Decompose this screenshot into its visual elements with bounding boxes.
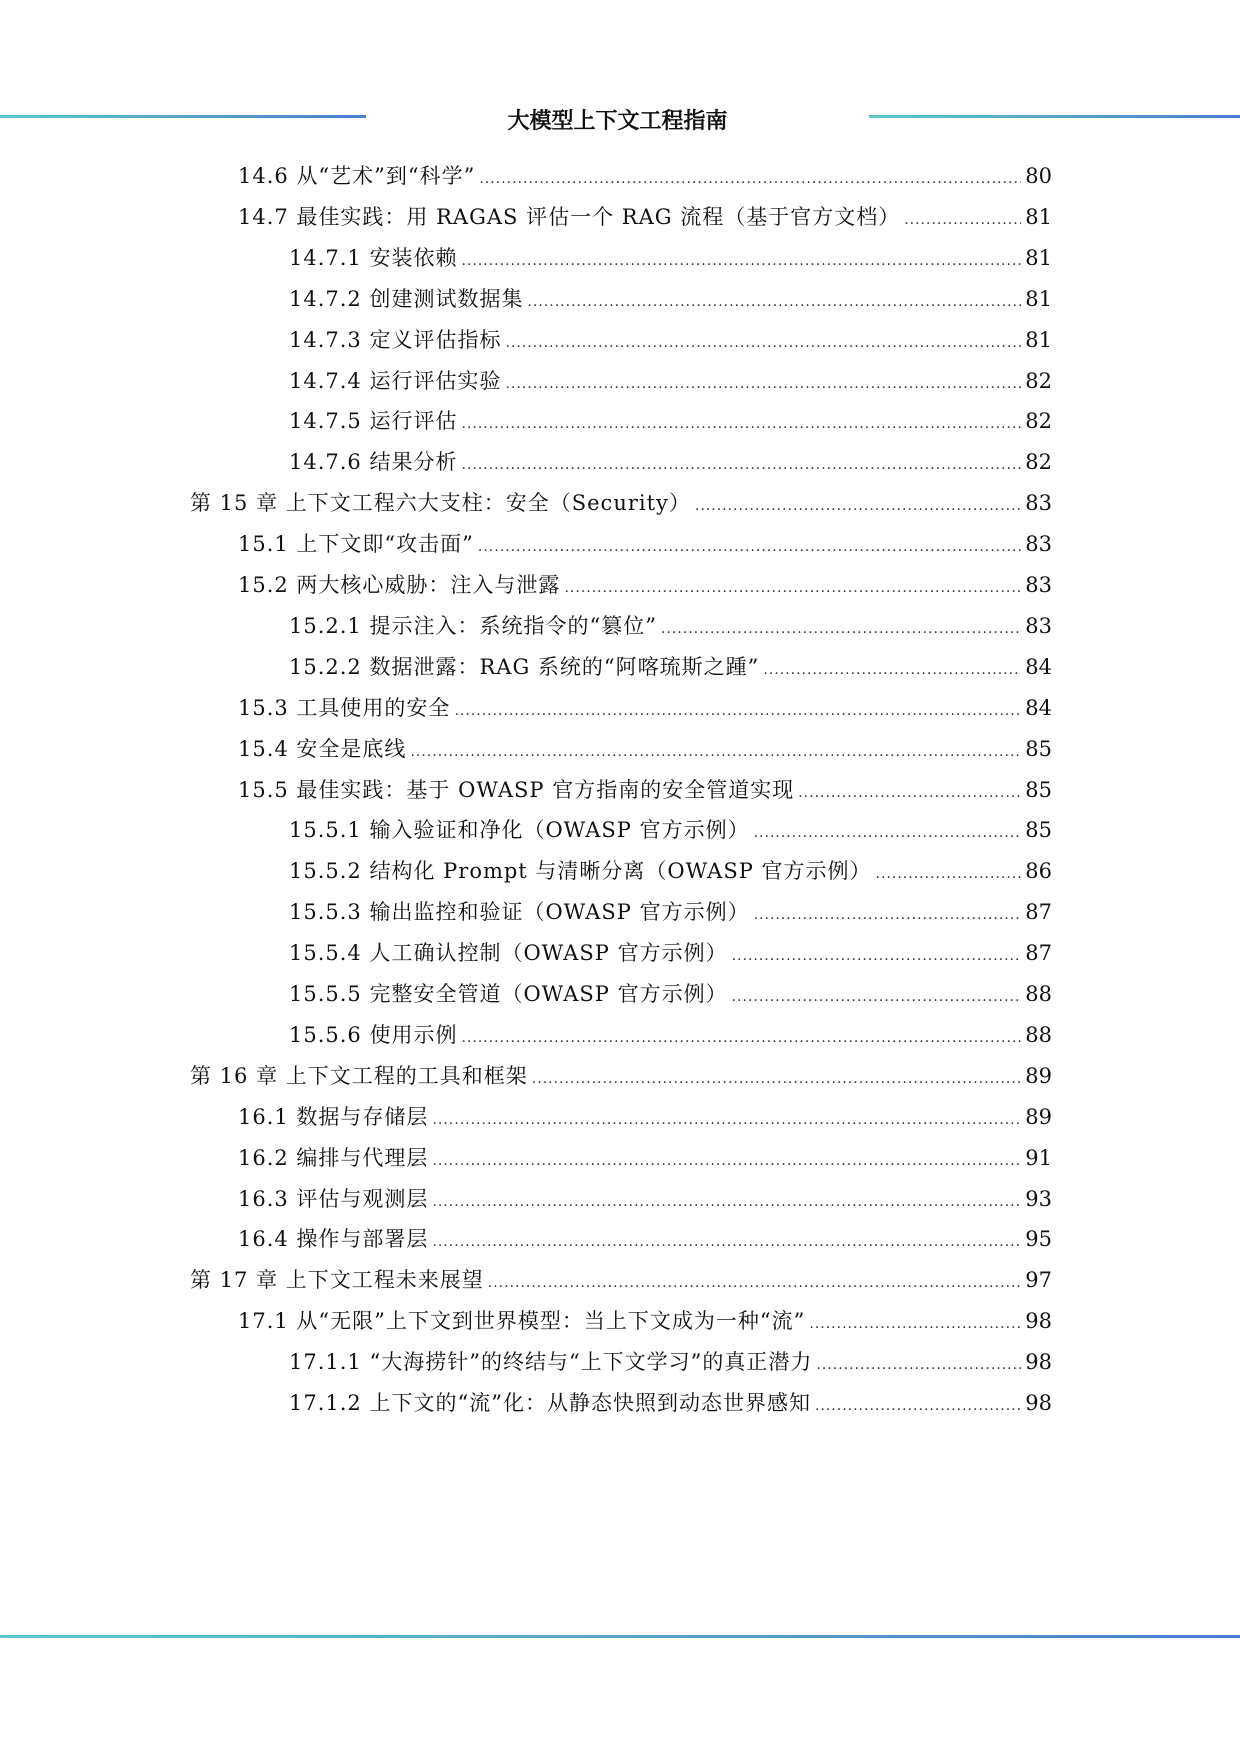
toc-entry[interactable] (238, 160, 1052, 200)
toc-entry[interactable] (238, 569, 1052, 609)
toc-entry-page: 98 (1025, 1309, 1052, 1334)
toc-entry-title: 第 15 章 上下文工程六大支柱：安全（Security） (190, 491, 691, 516)
toc-entry-title: 15.4 安全是底线 (238, 736, 407, 761)
toc-entry-title: 16.3 评估与观测层 (238, 1186, 429, 1211)
toc-leader-dots (904, 212, 1021, 228)
toc-leader-dots (461, 1030, 1021, 1046)
toc-entry[interactable] (289, 978, 1052, 1018)
toc-entry[interactable] (289, 855, 1052, 895)
toc-leader-dots (505, 335, 1021, 351)
toc-entry[interactable] (238, 692, 1052, 732)
toc-entry-title: 16.4 操作与部署层 (238, 1227, 429, 1252)
toc-entry[interactable] (238, 733, 1052, 773)
toc-entry-page: 87 (1025, 941, 1052, 966)
toc-leader-dots (754, 825, 1022, 841)
toc-entry-page: 97 (1025, 1268, 1052, 1293)
toc-entry-title: 17.1.2 上下文的“流”化：从静态快照到动态世界感知 (289, 1391, 811, 1415)
toc-leader-dots (479, 171, 1021, 187)
toc-entry-page: 98 (1025, 1391, 1052, 1415)
header-rule-left (0, 115, 366, 118)
toc-entry-page: 83 (1025, 491, 1052, 516)
toc-entry-page: 81 (1025, 286, 1052, 311)
toc-entry[interactable] (238, 1101, 1052, 1141)
toc-entry[interactable] (289, 610, 1052, 650)
toc-entry-page: 85 (1025, 736, 1052, 761)
toc-leader-dots (432, 1153, 1021, 1169)
toc-leader-dots (732, 948, 1022, 964)
toc-entry-page: 83 (1025, 573, 1052, 597)
toc-entry-page: 82 (1025, 409, 1052, 434)
toc-entry[interactable] (289, 242, 1052, 282)
toc-entry-page: 88 (1025, 1022, 1052, 1047)
toc-entry-title: 15.5.5 完整安全管道（OWASP 官方示例） (289, 982, 728, 1006)
toc-entry-title: 14.7.5 运行评估 (289, 409, 458, 434)
toc-entry[interactable] (238, 1305, 1052, 1345)
toc-leader-dots (564, 580, 1021, 596)
toc-entry[interactable] (289, 283, 1052, 323)
toc-entry-title: 15.5.1 输入验证和净化（OWASP 官方示例） (289, 818, 750, 843)
toc-entry-title: 15.5.6 使用示例 (289, 1022, 458, 1047)
toc-entry-page: 89 (1025, 1104, 1052, 1129)
toc-entry[interactable] (289, 446, 1052, 486)
toc-entry-page: 82 (1025, 368, 1052, 393)
toc-entry[interactable] (190, 1060, 1052, 1100)
toc-entry-title: 15.2.2 数据泄露：RAG 系统的“阿喀琉斯之踵” (289, 654, 760, 679)
toc-leader-dots (461, 457, 1021, 473)
toc-entry-page: 84 (1025, 695, 1052, 720)
toc-entry-page: 83 (1025, 613, 1052, 638)
toc-leader-dots (432, 1234, 1021, 1250)
toc-entry[interactable] (238, 1142, 1052, 1182)
toc-leader-dots (763, 662, 1021, 678)
toc-entry[interactable] (238, 528, 1052, 568)
toc-entry-title: 14.7 最佳实践：用 RAGAS 评估一个 RAG 流程（基于官方文档） (238, 204, 901, 229)
toc-entry-title: 16.1 数据与存储层 (238, 1104, 429, 1129)
toc-entry-page: 82 (1025, 450, 1052, 475)
page-header-title: 大模型上下文工程指南 (507, 109, 728, 134)
toc-entry[interactable] (238, 1183, 1052, 1223)
toc-entry-title: 14.7.1 安装依赖 (289, 245, 458, 270)
toc-entry-page: 84 (1025, 654, 1052, 679)
toc-entry-title: 15.5 最佳实践：基于 OWASP 官方指南的安全管道实现 (238, 777, 795, 802)
toc-entry-title: 15.2 两大核心威胁：注入与泄露 (238, 573, 561, 597)
toc-leader-dots (532, 1071, 1022, 1087)
toc-entry[interactable] (190, 1264, 1052, 1304)
toc-entry-title: 15.3 工具使用的安全 (238, 695, 451, 720)
toc-entry-title: 14.7.2 创建测试数据集 (289, 286, 524, 311)
toc-entry-title: 15.5.3 输出监控和验证（OWASP 官方示例） (289, 900, 750, 925)
toc-leader-dots (432, 1194, 1021, 1210)
toc-leader-dots (410, 744, 1021, 760)
toc-leader-dots (732, 989, 1022, 1005)
toc-entry[interactable] (238, 774, 1052, 814)
toc-entry[interactable] (289, 814, 1052, 854)
toc-leader-dots (876, 866, 1022, 882)
toc-entry[interactable] (289, 1387, 1052, 1427)
toc-entry-page: 88 (1025, 982, 1052, 1006)
toc-entry-page: 81 (1025, 204, 1052, 229)
toc-leader-dots (454, 703, 1021, 719)
toc-entry[interactable] (238, 1223, 1052, 1263)
toc-entry-title: 15.5.2 结构化 Prompt 与清晰分离（OWASP 官方示例） (289, 859, 872, 884)
toc-leader-dots (461, 416, 1021, 432)
toc-entry[interactable] (289, 1019, 1052, 1059)
toc-entry-page: 80 (1025, 164, 1052, 188)
toc-leader-dots (816, 1357, 1021, 1373)
toc-leader-dots (527, 294, 1021, 310)
toc-leader-dots (461, 253, 1021, 269)
footer-rule (0, 1635, 1240, 1638)
toc-entry-title: 14.7.3 定义评估指标 (289, 327, 502, 352)
toc-entry[interactable] (289, 405, 1052, 445)
toc-entry-title: 17.1.1 “大海捞针”的终结与“上下文学习”的真正潜力 (289, 1350, 813, 1375)
toc-entry-page: 91 (1025, 1145, 1052, 1170)
toc-leader-dots (754, 907, 1022, 923)
toc-leader-dots (505, 376, 1021, 392)
toc-leader-dots (661, 621, 1021, 637)
toc-entry[interactable] (289, 937, 1052, 977)
toc-leader-dots (798, 785, 1021, 801)
toc-entry-page: 86 (1025, 859, 1052, 884)
toc-entry[interactable] (289, 1346, 1052, 1386)
toc-leader-dots (809, 1316, 1021, 1332)
toc-entry[interactable] (289, 324, 1052, 364)
toc-entry-page: 85 (1025, 818, 1052, 843)
toc-entry[interactable] (238, 201, 1052, 241)
toc-entry-page: 81 (1025, 327, 1052, 352)
toc-entry-page: 81 (1025, 245, 1052, 270)
toc-entry-page: 87 (1025, 900, 1052, 925)
toc-entry[interactable] (289, 365, 1052, 405)
header-rule-right (869, 115, 1240, 118)
toc-entry[interactable] (289, 651, 1052, 691)
toc-entry-title: 16.2 编排与代理层 (238, 1145, 429, 1170)
toc-entry-page: 85 (1025, 777, 1052, 802)
toc-entry-title: 15.2.1 提示注入：系统指令的“篡位” (289, 613, 657, 638)
toc-entry-title: 14.7.6 结果分析 (289, 450, 458, 475)
toc-entry-page: 89 (1025, 1063, 1052, 1088)
toc-entry-title: 15.5.4 人工确认控制（OWASP 官方示例） (289, 941, 728, 966)
toc-entry-title: 第 17 章 上下文工程未来展望 (190, 1268, 484, 1293)
toc-leader-dots (695, 498, 1021, 514)
toc-entry-title: 第 16 章 上下文工程的工具和框架 (190, 1063, 528, 1088)
toc-entry-title: 14.6 从“艺术”到“科学” (238, 164, 476, 188)
toc-entry[interactable] (190, 487, 1052, 527)
toc-leader-dots (432, 1112, 1021, 1128)
toc-entry[interactable] (289, 896, 1052, 936)
toc-entry-title: 17.1 从“无限”上下文到世界模型：当上下文成为一种“流” (238, 1309, 806, 1334)
toc-entry-title: 15.1 上下文即“攻击面” (238, 532, 474, 557)
toc-entry-page: 83 (1025, 532, 1052, 557)
toc-entry-page: 95 (1025, 1227, 1052, 1252)
toc-leader-dots (488, 1275, 1022, 1291)
toc-leader-dots (815, 1398, 1021, 1414)
toc-entry-title: 14.7.4 运行评估实验 (289, 368, 502, 393)
toc-entry-page: 93 (1025, 1186, 1052, 1211)
toc-entry-page: 98 (1025, 1350, 1052, 1375)
toc-leader-dots (478, 539, 1021, 555)
